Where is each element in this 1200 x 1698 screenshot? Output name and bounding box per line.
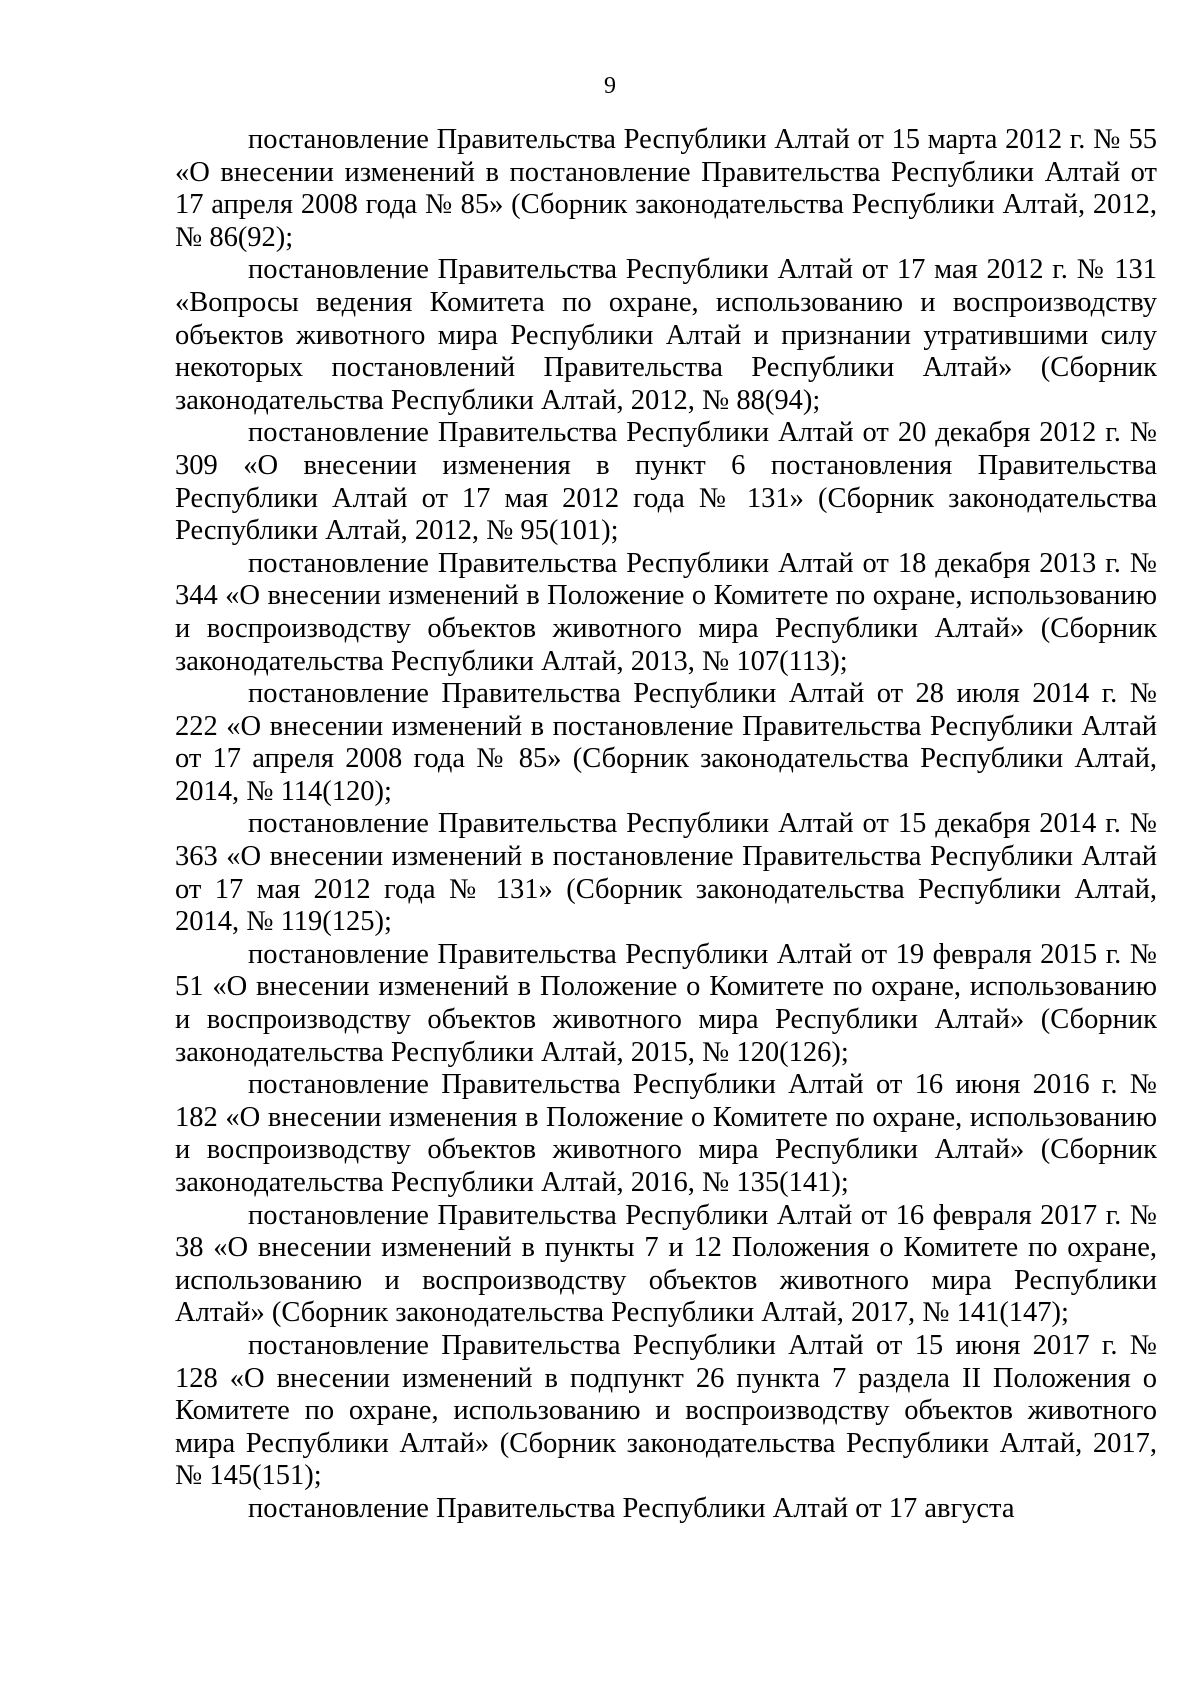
list-item-resolution-2012-131: постановление Правительства Республики Алтай от 17 мая 2012 г. № 131 «Вопросы ведения Комитета по охране, использованию и воспроизводству объектов животного мира Республики Алтай и признании утратившими силу некоторых постановлений Правительства Республики Алтай» (Сборник законодательства Республики Алтай, 2012, № 88(94);: [175, 254, 1157, 416]
document-body: [175, 124, 1157, 1526]
list-item-resolution-2014-363: постановление Правительства Республики Алтай от 15 декабря 2014 г. № 363 «О внесении изменений в постановление Правительства Республики Алтай от 17 мая 2012 года № 131» (Сборник законодательства Республики Алтай, 2014, № 119(125);: [175, 808, 1157, 938]
list-item-resolution-2012-309: постановление Правительства Республики Алтай от 20 декабря 2012 г. № 309 «О внесении изменения в пункт 6 постановления Правительства Республики Алтай от 17 мая 2012 года № 131» (Сборник законодательства Республики Алтай, 2012, № 95(101);: [175, 417, 1157, 547]
list-item-resolution-2014-222: постановление Правительства Республики Алтай от 28 июля 2014 г. № 222 «О внесении изменений в постановление Правительства Республики Алтай от 17 апреля 2008 года № 85» (Сборник законодательства Республики Алтай, 2014, № 114(120);: [175, 678, 1157, 807]
list-item-resolution-2013-344: постановление Правительства Республики Алтай от 18 декабря 2013 г. № 344 «О внесении изменений в Положение о Комитете по охране, использованию и воспроизводству объектов животного мира Республики Алтай» (Сборник законодательства Республики Алтай, 2013, № 107(113);: [175, 547, 1157, 677]
page-number: 9: [604, 73, 616, 99]
list-item-resolution-2017-128: постановление Правительства Республики Алтай от 15 июня 2017 г. № 128 «О внесении изменений в подпункт 26 пункта 7 раздела II Положения о Комитете по охране, использованию и воспроизводству объектов животного мира Республики Алтай» (Сборник законодательства Республики Алтай, 2017, № 145(151);: [175, 1329, 1157, 1492]
list-item-resolution-2015-51: постановление Правительства Республики Алтай от 19 февраля 2015 г. № 51 «О внесении изменений в Положение о Комитете по охране, использованию и воспроизводству объектов животного мира Республики Алтай» (Сборник законодательства Республики Алтай, 2015, № 120(126);: [175, 938, 1157, 1068]
list-item-resolution-partial: постановление Правительства Республики Алтай от 17 августа: [248, 1492, 1015, 1524]
list-item-resolution-2016-182: постановление Правительства Республики Алтай от 16 июня 2016 г. № 182 «О внесении изменения в Положение о Комитете по охране, использованию и воспроизводству объектов животного мира Республики Алтай» (Сборник законодательства Республики Алтай, 2016, № 135(141);: [175, 1069, 1157, 1198]
list-item-resolution-2017-38: постановление Правительства Республики Алтай от 16 февраля 2017 г. № 38 «О внесении изменений в пункты 7 и 12 Положения о Комитете по охране, использованию и воспроизводству объектов животного мира Республики Алтай» (Сборник законодательства Республики Алтай, 2017, № 141(147);: [175, 1199, 1157, 1329]
list-item-resolution-2012-55: постановление Правительства Республики Алтай от 15 марта 2012 г. № 55 «О внесении изменений в постановление Правительства Республики Алтай от 17 апреля 2008 года № 85» (Сборник законодательства Республики Алтай, 2012, № 86(92);: [175, 124, 1157, 253]
